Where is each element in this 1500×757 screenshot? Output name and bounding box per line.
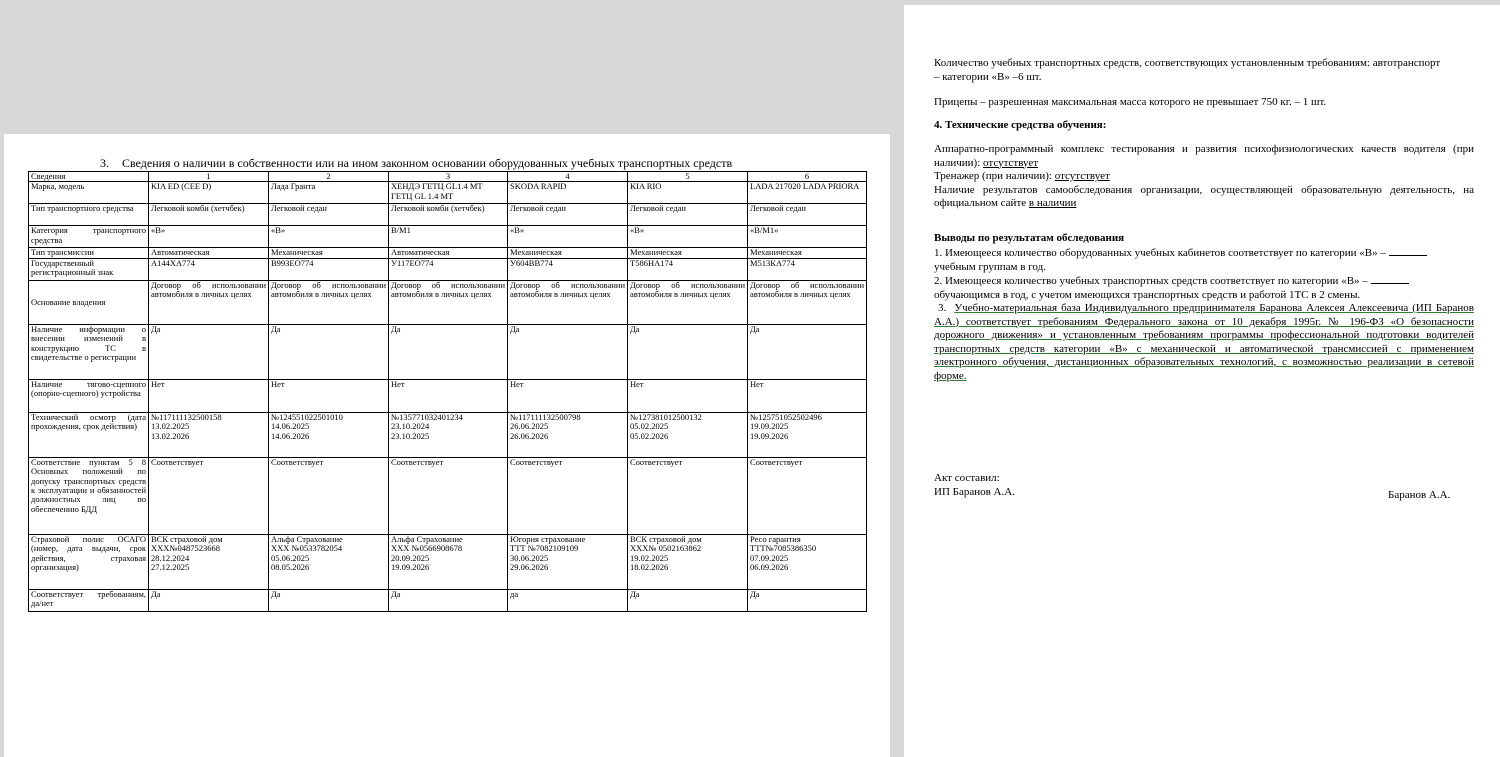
table-cell: «В» xyxy=(149,226,269,248)
table-cell: Да xyxy=(389,589,508,611)
header-label-cell: Сведения xyxy=(29,172,149,182)
table-cell: KIA ED (CEE D) xyxy=(149,182,269,204)
table-cell: ВСК страховой дом ХХХ№ 0502163862 19.02.2025 18.02.2026 xyxy=(628,534,748,589)
column-number: 4 xyxy=(508,172,628,182)
table-cell: Легковой седан xyxy=(269,204,389,226)
column-number: 3 xyxy=(389,172,508,182)
table-cell: В/М1 xyxy=(389,226,508,248)
table-cell: Договор об использовании автомобиля в личных целях xyxy=(508,280,628,324)
conclusions-block xyxy=(934,246,1474,383)
table-cell: Соответствует xyxy=(508,457,628,534)
table-header-row xyxy=(29,172,867,182)
conclusion-3-number: 3. xyxy=(938,302,947,314)
table-cell: В993ЕО774 xyxy=(269,258,389,280)
table-cell: Договор об использовании автомобиля в личных целях xyxy=(269,280,389,324)
table-cell: №124551022501010 14.06.2025 14.06.2026 xyxy=(269,412,389,457)
row-label: Технический осмотр (дата прохождения, срок действия) xyxy=(29,412,149,457)
section-title-text: Сведения о наличии в собственности или на ином законном основании оборудованных учебных транспортных средств xyxy=(122,156,733,170)
column-number: 5 xyxy=(628,172,748,182)
vehicles-table xyxy=(28,171,867,612)
table-cell: Автоматическая xyxy=(149,248,269,258)
table-cell: Да xyxy=(748,324,867,379)
table-cell: №117111132500158 13.02.2025 13.02.2026 xyxy=(149,412,269,457)
signer-right: Баранов А.А. xyxy=(1388,489,1451,501)
table-cell: Механическая xyxy=(508,248,628,258)
table-cell: Легковой седан xyxy=(628,204,748,226)
row-label: Тип трансмиссии xyxy=(29,248,149,258)
table-cell: Соответствует xyxy=(748,457,867,534)
table-cell: Договор об использовании автомобиля в личных целях xyxy=(389,280,508,324)
table-cell: Т586НА174 xyxy=(628,258,748,280)
table-cell: Автоматическая xyxy=(389,248,508,258)
table-cell: Соответствует xyxy=(389,457,508,534)
table-cell: KIA RIO xyxy=(628,182,748,204)
table-row xyxy=(29,324,867,379)
table-cell: Да xyxy=(269,324,389,379)
table-cell: А144ХА774 xyxy=(149,258,269,280)
document-page-left xyxy=(4,134,890,757)
conclusion-2 xyxy=(934,274,1474,289)
trailers-paragraph: Прицепы – разрешенная максимальная масса которого не превышает 750 кг. – 1 шт. xyxy=(934,96,1327,108)
act-compiled-label: Акт составил: xyxy=(934,472,1000,484)
table-cell: LADA 217020 LADA PRIORA xyxy=(748,182,867,204)
table-cell: Соответствует xyxy=(269,457,389,534)
table-cell: №117111132500798 26.06.2025 26.06.2026 xyxy=(508,412,628,457)
table-cell: Соответствует xyxy=(149,457,269,534)
table-cell: SKODA RAPID xyxy=(508,182,628,204)
conclusion-1-blank xyxy=(1389,246,1427,256)
row-label: Основание владения xyxy=(29,280,149,324)
document-page-right xyxy=(904,5,1500,757)
table-cell: Да xyxy=(508,324,628,379)
table-cell: Легковой седан xyxy=(508,204,628,226)
table-row xyxy=(29,226,867,248)
table-cell: У117ЕО774 xyxy=(389,258,508,280)
table-cell: Югория страхование ТТТ №7082109109 30.06.2025 29.06.2026 xyxy=(508,534,628,589)
table-cell: Легковой комби (хетчбек) xyxy=(389,204,508,226)
table-cell: Да xyxy=(149,589,269,611)
row-label: Соответствие пунктам 5 8 Основных положений по допуску транспортных средств к эксплуатации и обязанностей должностных лиц по обеспечению БДД xyxy=(29,457,149,534)
signer-left: ИП Баранов А.А. xyxy=(934,485,1015,498)
row-label: Наличие информации о внесении изменений в конструкцию ТС в свидетельстве о регистрации xyxy=(29,324,149,379)
apk-value: отсутствует xyxy=(983,156,1039,169)
conclusions-title: Выводы по результатам обследования xyxy=(934,232,1125,244)
table-cell: Механическая xyxy=(269,248,389,258)
apk-text: Аппаратно-программный комплекс тестирования и развития психофизиологических качеств водителя (при наличии): xyxy=(934,143,1474,169)
table-cell: Механическая xyxy=(628,248,748,258)
conclusion-1-text: 1. Имеющееся количество оборудованных учебных кабинетов соответствует по категории «В» – xyxy=(934,247,1386,259)
table-cell: Нет xyxy=(389,379,508,412)
section-3-title xyxy=(30,156,870,170)
table-cell: №125751052502496 19.09.2025 19.09.2026 xyxy=(748,412,867,457)
table-cell: Нет xyxy=(748,379,867,412)
row-label: Тип транспортного средства xyxy=(29,204,149,226)
section-number: 3. xyxy=(100,156,109,170)
table-row xyxy=(29,534,867,589)
table-cell: Нет xyxy=(149,379,269,412)
conclusion-1-tail: учебным группам в год. xyxy=(934,260,1046,273)
conclusion-2-blank xyxy=(1371,274,1409,284)
row-label: Категория транспортного средства xyxy=(29,226,149,248)
self-exam-paragraph xyxy=(934,184,1474,211)
table-cell: Нет xyxy=(269,379,389,412)
vehicles-count-line-1: Количество учебных транспортных средств, соответствующих установленным требованиям: автотранспорт xyxy=(934,57,1441,69)
table-cell: ХЕНДЭ ГЕТЦ GL1.4 MT ГЕТЦ GL 1.4 MT xyxy=(389,182,508,204)
table-cell: «В» xyxy=(628,226,748,248)
conclusion-2-tail: обучающимся в год, с учетом имеющихся транспортных средств и работой 1ТС в 2 смены. xyxy=(934,288,1361,301)
row-label: Соответствует требованиям, да/нет xyxy=(29,589,149,611)
table-cell: Легковой комби (хетчбек) xyxy=(149,204,269,226)
row-label: Государственный регистрационный знак xyxy=(29,258,149,280)
table-cell: У604ВВ774 xyxy=(508,258,628,280)
table-cell: №135771032401234 23.10.2024 23.10.2025 xyxy=(389,412,508,457)
table-cell: «В» xyxy=(269,226,389,248)
table-cell: Да xyxy=(628,589,748,611)
table-row xyxy=(29,457,867,534)
vehicles-count-paragraph xyxy=(934,57,1474,84)
apk-paragraph xyxy=(934,143,1474,170)
table-cell: Легковой седан xyxy=(748,204,867,226)
row-label: Марка, модель xyxy=(29,182,149,204)
self-exam-text: Наличие результатов самообследования организации, осуществляющей образовательную деятельность, на официальном сайте xyxy=(934,183,1474,209)
row-label: Наличие тягово-сцепного (опорно-сцепного) устройства xyxy=(29,379,149,412)
trainer-value: отсутствует xyxy=(1054,170,1110,182)
trainer-text: Тренажер (при наличии): xyxy=(934,170,1052,182)
table-cell: Договор об использовании автомобиля в личных целях xyxy=(628,280,748,324)
table-cell: Альфа Страхование ХХХ №0566908678 20.09.2025 19.09.2026 xyxy=(389,534,508,589)
table-row xyxy=(29,379,867,412)
table-cell: Да xyxy=(269,589,389,611)
table-cell: Да xyxy=(389,324,508,379)
table-cell: Механическая xyxy=(748,248,867,258)
table-row xyxy=(29,280,867,324)
row-label: Страховой полис ОСАГО (номер, дата выдачи, срок действия, страховая организация) xyxy=(29,534,149,589)
table-row xyxy=(29,182,867,204)
table-cell: «В» xyxy=(508,226,628,248)
column-number: 2 xyxy=(269,172,389,182)
conclusion-3 xyxy=(934,302,1474,383)
table-cell: «В/М1» xyxy=(748,226,867,248)
table-cell: М513КА774 xyxy=(748,258,867,280)
column-number: 1 xyxy=(149,172,269,182)
conclusion-2-text: 2. Имеющееся количество учебных транспортных средств соответствует по категории «В» – xyxy=(934,275,1368,287)
table-cell: Альфа Страхование ХХХ №0533782054 05.06.2025 08.05.2026 xyxy=(269,534,389,589)
table-cell: Нет xyxy=(508,379,628,412)
table-cell: Лада Гранта xyxy=(269,182,389,204)
table-row xyxy=(29,258,867,280)
section-4-title: 4. Технические средства обучения: xyxy=(934,119,1107,131)
conclusion-3-text: Учебно-материальная база Индивидуального предпринимателя Баранова Алексея Алексеевича (ИП Баранов А.А.) соответствует требованиям Федерального закона от 10 декабря 1995г. № 196-ФЗ «О безопасности дорожного движения» и установленным требованиям программы профессиональной подготовки водителей транспортных средств категории «В» с механической и автоматической трансмиссией с применением электронного обучения, дистанционных образовательных технологий, с возможностью реализации в сетевой форме. xyxy=(934,302,1475,382)
table-cell: №127381012500132 05.02.2025 05.02.2026 xyxy=(628,412,748,457)
table-cell: да xyxy=(508,589,628,611)
table-row xyxy=(29,412,867,457)
table-cell: ВСК страховой дом ХХХ№0487523668 28.12.2024 27.12.2025 xyxy=(149,534,269,589)
technical-means-block xyxy=(934,143,1474,211)
table-row xyxy=(29,589,867,611)
vehicles-count-line-2: – категории «В» –6 шт. xyxy=(934,70,1042,83)
column-number: 6 xyxy=(748,172,867,182)
self-exam-value: в наличии xyxy=(1028,197,1077,209)
table-cell: Ресо гарантия ТТТ№7085386350 07.09.2025 06.09.2026 xyxy=(748,534,867,589)
table-cell: Да xyxy=(748,589,867,611)
table-cell: Соответствует xyxy=(628,457,748,534)
table-cell: Договор об использовании автомобиля в личных целях xyxy=(748,280,867,324)
table-cell: Договор об использовании автомобиля в личных целях xyxy=(149,280,269,324)
table-row xyxy=(29,204,867,226)
table-cell: Да xyxy=(628,324,748,379)
table-cell: Нет xyxy=(628,379,748,412)
table-cell: Да xyxy=(149,324,269,379)
conclusion-1 xyxy=(934,246,1474,261)
trainer-paragraph xyxy=(934,170,1474,184)
table-row xyxy=(29,248,867,258)
